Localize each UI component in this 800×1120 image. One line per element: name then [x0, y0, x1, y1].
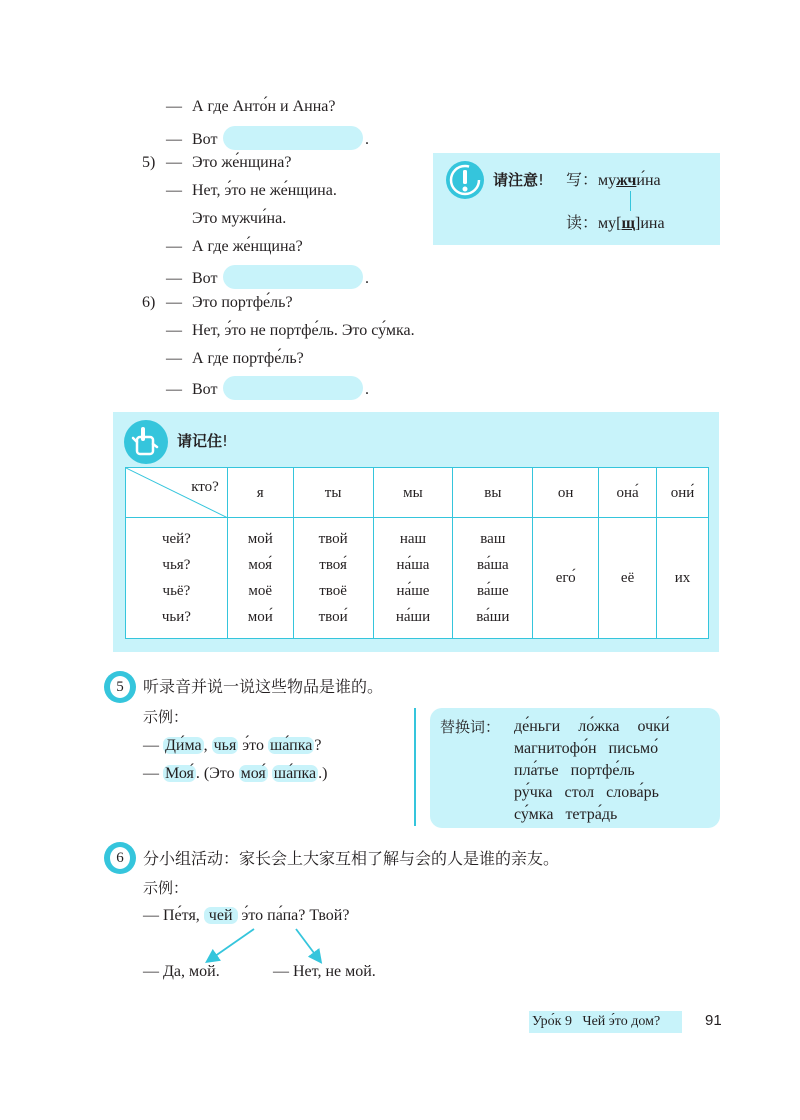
table-header-cell: он	[533, 468, 599, 518]
note-connector	[630, 191, 631, 211]
substitution-row: су́мка тетра́дь	[514, 806, 618, 823]
table-header-cell: мы	[373, 468, 453, 518]
dialogue-line: — Нет, э́то не портфе́ль. Это су́мка.	[166, 322, 415, 339]
answer-blank[interactable]	[223, 376, 363, 400]
dialogue-line: — Вот	[166, 270, 218, 287]
exercise-6-answer-yes: — Да, мой.	[143, 963, 220, 980]
dialogue-line: — А где Анто́н и Анна?	[166, 98, 336, 115]
exercise-6-answer-no: — Нет, не мой.	[273, 963, 376, 980]
exercise-5-badge: 5	[104, 671, 136, 703]
answer-blank[interactable]	[223, 126, 363, 150]
page-number: 91	[705, 1012, 722, 1029]
dialogue-line: Это мужчи́на.	[192, 210, 287, 227]
table-header-cell: они́	[657, 468, 709, 518]
blank-period: .	[365, 381, 369, 398]
substitution-label: 替换词：	[440, 718, 501, 736]
note-title: 请注意!	[493, 171, 545, 189]
question-column: чей? чья? чьё? чьи?	[126, 518, 228, 639]
blank-period: .	[365, 131, 369, 148]
exercise-5-example-line: — Моя́ . (Это моя́ ша́пка .)	[143, 765, 328, 782]
footer-lesson: Уро́к 9 Чей э́то дом?	[532, 1014, 661, 1029]
possessive-pronoun-table	[125, 467, 709, 639]
dialogue-line: — Это портфе́ль?	[166, 294, 293, 311]
table-header-cell: ты	[293, 468, 373, 518]
dialogue-line: — Это же́нщина?	[166, 154, 292, 171]
answer-blank[interactable]	[223, 265, 363, 289]
dialogue-line: — Вот	[166, 131, 218, 148]
substitution-row: пла́тье портфе́ль	[514, 762, 635, 779]
third-person-cell: её	[599, 518, 657, 639]
note-read-line: 读：му[щ]ина	[566, 213, 665, 232]
table-header-cell: вы	[453, 468, 533, 518]
table-header-cell: она́	[599, 468, 657, 518]
exercise-6-instruction: 分小组活动：家长会上大家互相了解与会的人是谁的亲友。	[143, 849, 560, 868]
dialogue-line: — А где портфе́ль?	[166, 350, 304, 367]
exercise-5-example-label: 示例：	[143, 708, 189, 726]
dialogue-number-5: 5)	[142, 154, 156, 171]
blank-period: .	[365, 270, 369, 287]
exercise-6-example-label: 示例：	[143, 879, 189, 897]
exercise-6-question: — Пе́тя, чей э́то па́па? Твой?	[143, 907, 350, 924]
dialogue-line: — Вот	[166, 381, 218, 398]
dialogue-line: — Нет, э́то не же́нщина.	[166, 182, 337, 199]
remember-title: 请记住!	[177, 432, 229, 450]
dialogue-number-6: 6)	[142, 294, 156, 311]
exercise-6-badge: 6	[104, 842, 136, 874]
exclamation-icon	[446, 161, 484, 199]
forms-column: ваш ва́ша ва́ше ва́ши	[453, 518, 533, 639]
third-person-cell: их	[657, 518, 709, 639]
forms-column: мой моя́ моё мои́	[227, 518, 293, 639]
forms-column: наш на́ша на́ше на́ши	[373, 518, 453, 639]
divider	[414, 708, 416, 826]
response-arrows	[200, 925, 330, 967]
note-write-line: 写：мужчи́на	[566, 170, 661, 189]
table-header-cell: я	[227, 468, 293, 518]
forms-column: твой твоя́ твоё твои́	[293, 518, 373, 639]
table-corner-cell: кто?	[126, 468, 228, 518]
substitution-row: ру́чка стол слова́рь	[514, 784, 659, 801]
dialogue-line: — А где же́нщина?	[166, 238, 303, 255]
table-header-row	[126, 468, 709, 518]
exercise-5-example-line: — Ди́ма , чья э́то ша́пка ?	[143, 737, 322, 754]
substitution-row: де́ньги ло́жка очки́	[514, 718, 670, 735]
table-body-row	[126, 518, 709, 639]
third-person-cell: его́	[533, 518, 599, 639]
substitution-row: магнитофо́н письмо́	[514, 740, 659, 757]
exercise-5-instruction: 听录音并说一说这些物品是谁的。	[143, 677, 384, 696]
hand-icon	[124, 420, 168, 464]
